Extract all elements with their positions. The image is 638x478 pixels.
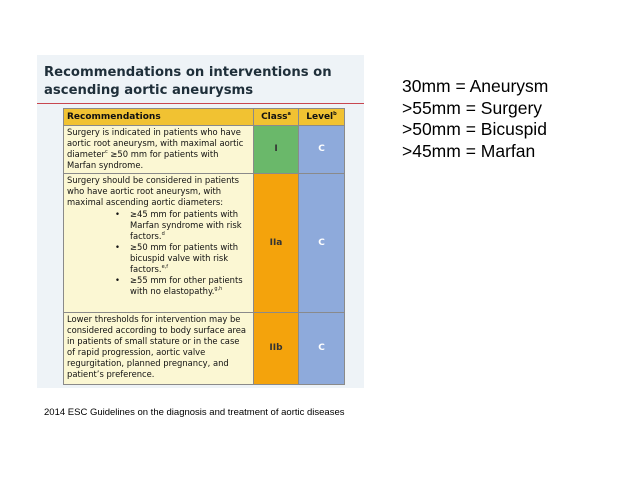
recommendation-text: Surgery is indicated in patients who have aortic root aneurysm, with maximal aortic diameter$^c$ ≥50 mm for patients with Marfan syndrome.	[64, 126, 254, 174]
class-cell: IIa	[254, 174, 299, 313]
note-line: 30mm = Aneurysm	[402, 76, 549, 96]
header-level: Level$^b$	[299, 109, 345, 126]
recommendation-text: Lower thresholds for intervention may be considered according to body surface area in patients of small stature or in the case of rapid progression, aortic valve regurgitation, planned pregnancy, and patient’s preference.	[64, 313, 254, 385]
list-item: • ≥55 mm for other patients with no elastopathy.$^{g,h}$	[115, 275, 250, 297]
recommendations-table	[63, 108, 345, 385]
recommendation-intro: Surgery should be considered in patients who have aortic root aneurysm, with maximal ascending aortic diameters:	[67, 175, 240, 207]
note-line: >50mm = Bicuspid	[402, 119, 547, 139]
header-class: Class$^a$	[254, 109, 299, 126]
threshold-notes	[402, 76, 548, 162]
note-line: >55mm = Surgery	[402, 97, 543, 118]
table-row	[64, 313, 345, 385]
list-item: • ≥50 mm for patients with bicuspid valve with risk factors.$^{e,f}$	[115, 242, 250, 275]
threshold-list	[67, 209, 250, 297]
source-caption: 2014 ESC Guidelines on the diagnosis and treatment of aortic diseases	[44, 407, 345, 418]
recommendation-text	[64, 174, 254, 313]
table-row	[64, 174, 345, 313]
class-cell: I	[254, 126, 299, 174]
title-divider	[37, 103, 364, 104]
table-header-row	[64, 109, 345, 126]
class-cell: IIb	[254, 313, 299, 385]
list-item: • ≥45 mm for patients with Marfan syndrome with risk factors.$^d$	[115, 209, 250, 242]
header-recommendations: Recommendations	[64, 109, 254, 126]
table-row	[64, 126, 345, 174]
level-cell: C	[299, 313, 345, 385]
panel-title: Recommendations on interventions on ascending aortic aneurysms	[44, 65, 332, 98]
level-cell: C	[299, 126, 345, 174]
level-cell: C	[299, 174, 345, 313]
note-line: >45mm = Marfan	[402, 140, 536, 161]
